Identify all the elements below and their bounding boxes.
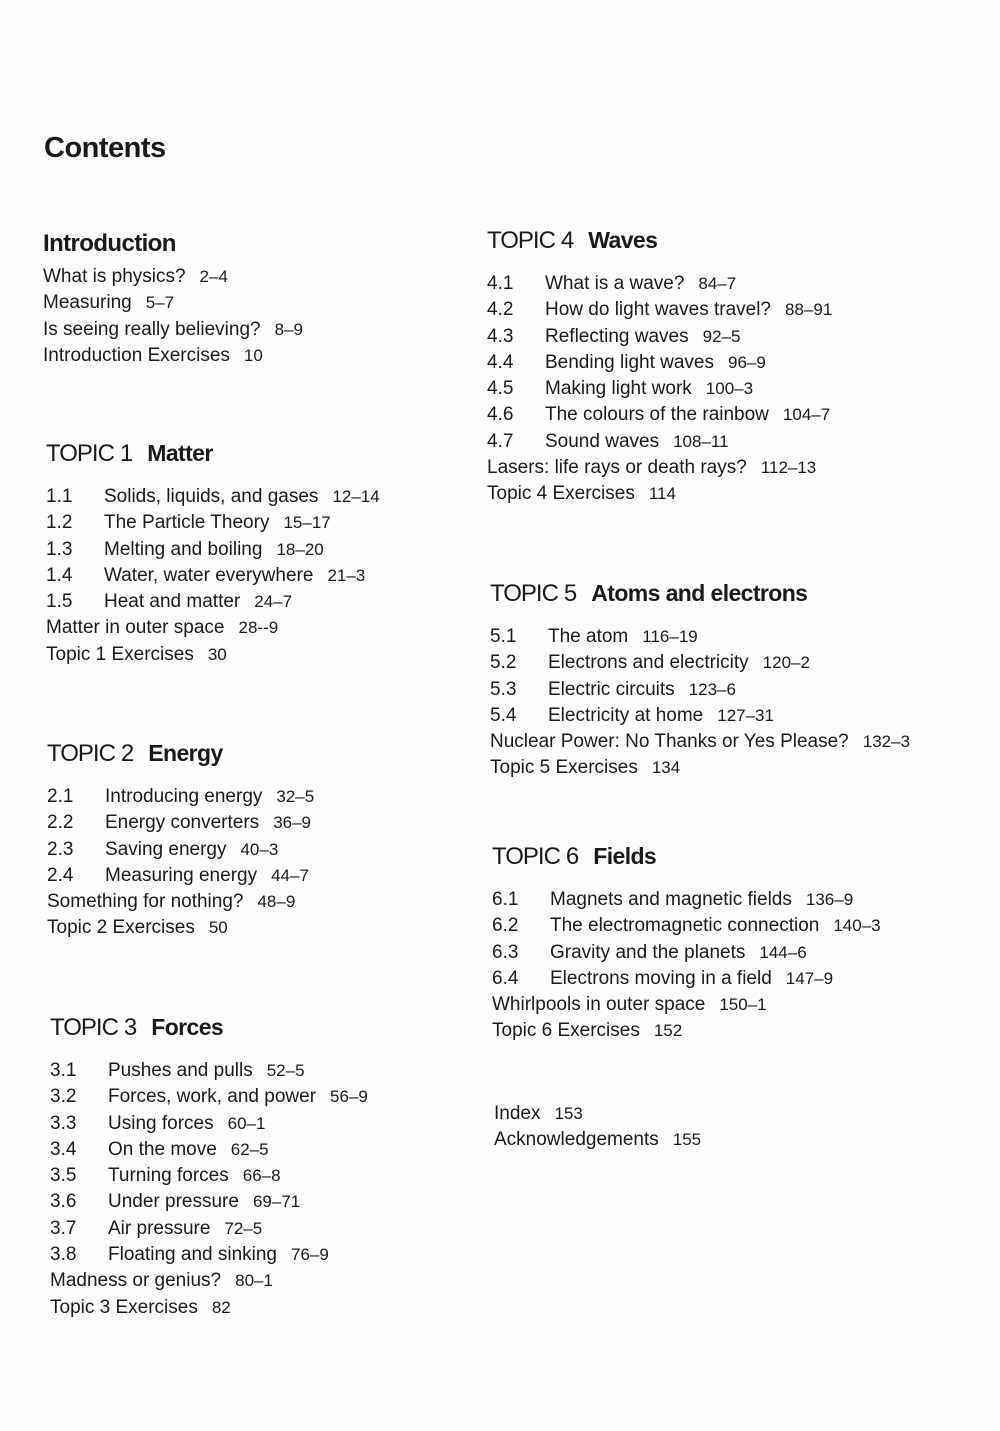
item-number: 4.1 bbox=[487, 273, 514, 294]
toc-entry[interactable] bbox=[43, 317, 303, 343]
toc-item[interactable] bbox=[487, 429, 832, 455]
entry-title: Whirlpools in outer space bbox=[492, 994, 706, 1016]
item-number: 3.4 bbox=[50, 1138, 77, 1160]
entry-title: Topic 6 Exercises bbox=[492, 1020, 640, 1042]
item-title: Melting and boiling bbox=[104, 538, 263, 560]
item-title: Making light work bbox=[545, 378, 692, 400]
item-title: Energy converters bbox=[105, 812, 260, 834]
item-number: 5.4 bbox=[490, 704, 517, 726]
entry-pages: 150–1 bbox=[719, 995, 767, 1015]
entry-list bbox=[46, 484, 380, 668]
toc-item[interactable] bbox=[46, 484, 380, 510]
toc-entry[interactable] bbox=[47, 915, 314, 941]
entry-list bbox=[50, 1058, 368, 1321]
toc-item[interactable] bbox=[492, 887, 881, 913]
toc-entry[interactable] bbox=[50, 1295, 368, 1321]
item-pages: 15–17 bbox=[283, 513, 331, 533]
toc-entry[interactable] bbox=[46, 642, 380, 668]
entry-title: Measuring bbox=[43, 292, 132, 314]
item-number: 3.5 bbox=[50, 1165, 77, 1187]
item-pages: 69–71 bbox=[252, 1192, 301, 1212]
topic-4-section bbox=[487, 227, 832, 508]
topic-header bbox=[47, 740, 314, 778]
topic-header bbox=[46, 440, 380, 478]
entry-pages: 153 bbox=[554, 1104, 583, 1123]
topic-label: TOPIC bbox=[50, 1014, 118, 1041]
toc-item[interactable] bbox=[490, 650, 910, 676]
toc-item[interactable] bbox=[50, 1137, 368, 1163]
item-title: What is a wave? bbox=[545, 273, 685, 294]
toc-entry[interactable] bbox=[492, 992, 881, 1018]
item-number: 5.3 bbox=[490, 678, 517, 700]
entry-title: Introduction Exercises bbox=[43, 344, 230, 366]
topic-number: 6 bbox=[565, 843, 580, 870]
topic-label: TOPIC bbox=[490, 580, 558, 607]
topic-header bbox=[50, 1014, 368, 1052]
item-title: Heat and matter bbox=[104, 591, 241, 613]
topic-number: 2 bbox=[120, 740, 135, 767]
item-pages: 62–5 bbox=[230, 1139, 269, 1159]
entry-list bbox=[490, 624, 910, 782]
topic-6-section bbox=[492, 843, 881, 1045]
item-pages: 44–7 bbox=[271, 865, 309, 885]
item-title: Electrons moving in a field bbox=[550, 967, 772, 989]
entry-title: Is seeing really believing? bbox=[43, 318, 261, 340]
item-pages: 60–1 bbox=[227, 1113, 266, 1133]
section-header bbox=[43, 230, 303, 268]
entry-title: Madness or genius? bbox=[50, 1270, 222, 1292]
entry-list bbox=[487, 271, 832, 508]
toc-item[interactable] bbox=[46, 510, 380, 536]
item-pages: 120–2 bbox=[762, 653, 810, 673]
toc-entry[interactable] bbox=[47, 889, 314, 915]
item-title: The Particle Theory bbox=[104, 512, 270, 534]
item-pages: 116–19 bbox=[642, 627, 698, 646]
item-title: Electrons and electricity bbox=[548, 652, 749, 674]
topic-3-section bbox=[50, 1014, 368, 1321]
toc-item[interactable] bbox=[492, 913, 881, 939]
entry-title: Matter in outer space bbox=[46, 617, 225, 639]
item-pages: 123–6 bbox=[688, 679, 736, 699]
item-title: Under pressure bbox=[108, 1191, 239, 1213]
entry-pages: 2–4 bbox=[199, 267, 228, 286]
entry-title: Index bbox=[494, 1103, 541, 1124]
item-number: 3.8 bbox=[50, 1244, 77, 1266]
item-title: Measuring energy bbox=[105, 864, 258, 886]
item-title: How do light waves travel? bbox=[545, 299, 771, 321]
topic-2-section bbox=[47, 740, 314, 942]
item-number: 3.7 bbox=[50, 1217, 77, 1239]
entry-list bbox=[47, 784, 314, 942]
item-pages: 136–9 bbox=[805, 890, 854, 909]
item-number: 6.2 bbox=[492, 915, 519, 937]
item-number: 2.4 bbox=[47, 864, 74, 886]
toc-entry[interactable] bbox=[487, 481, 832, 507]
item-title: Saving energy bbox=[105, 838, 227, 860]
item-number: 3.1 bbox=[50, 1060, 77, 1081]
toc-item[interactable] bbox=[487, 402, 832, 428]
item-pages: 92–5 bbox=[702, 326, 741, 346]
item-number: 1.3 bbox=[46, 538, 73, 560]
toc-entry[interactable] bbox=[43, 264, 303, 290]
topic-name: Matter bbox=[147, 440, 213, 466]
item-pages: 140–3 bbox=[833, 916, 881, 936]
item-title: The atom bbox=[548, 626, 629, 647]
item-pages: 127–31 bbox=[717, 705, 774, 725]
toc-item[interactable] bbox=[50, 1189, 368, 1215]
item-number: 2.3 bbox=[47, 838, 74, 860]
topic-header bbox=[487, 227, 832, 265]
entry-title: Topic 4 Exercises bbox=[487, 483, 635, 505]
item-title: Water, water everywhere bbox=[104, 564, 314, 586]
item-pages: 56–9 bbox=[330, 1087, 368, 1107]
toc-entry[interactable] bbox=[50, 1268, 368, 1294]
item-title: The electromagnetic connection bbox=[550, 915, 820, 937]
entry-pages: 10 bbox=[243, 345, 263, 365]
toc-item[interactable] bbox=[46, 589, 380, 615]
item-pages: 66–8 bbox=[242, 1166, 281, 1186]
item-title: The colours of the rainbow bbox=[545, 404, 769, 426]
topic-number: 1 bbox=[119, 440, 134, 467]
entry-pages: 114 bbox=[648, 484, 676, 504]
topic-name: Waves bbox=[588, 227, 658, 253]
introduction-section bbox=[43, 230, 303, 369]
toc-item[interactable] bbox=[487, 376, 832, 402]
toc-item[interactable] bbox=[50, 1111, 368, 1137]
item-number: 4.7 bbox=[487, 430, 514, 452]
item-number: 5.2 bbox=[490, 652, 517, 674]
entry-pages: 82 bbox=[211, 1297, 231, 1317]
item-pages: 52–5 bbox=[266, 1061, 305, 1080]
item-title: Forces, work, and power bbox=[108, 1086, 317, 1108]
item-pages: 36–9 bbox=[273, 813, 312, 833]
item-pages: 32–5 bbox=[276, 787, 315, 806]
topic-name: Fields bbox=[593, 843, 657, 869]
item-number: 1.5 bbox=[46, 591, 73, 613]
toc-entry[interactable] bbox=[43, 290, 303, 316]
item-number: 6.3 bbox=[492, 941, 519, 963]
toc-item[interactable] bbox=[490, 677, 910, 703]
back-matter bbox=[494, 1101, 701, 1154]
item-title: Floating and sinking bbox=[108, 1244, 277, 1266]
item-number: 4.6 bbox=[487, 404, 514, 426]
toc-item[interactable] bbox=[47, 810, 314, 836]
topic-header bbox=[490, 580, 910, 618]
item-title: On the move bbox=[108, 1138, 217, 1160]
entry-pages: 50 bbox=[208, 918, 228, 938]
topic-number: 5 bbox=[563, 580, 578, 607]
toc-item[interactable] bbox=[487, 324, 832, 350]
toc-entry[interactable] bbox=[43, 343, 303, 369]
toc-entry[interactable] bbox=[490, 755, 910, 781]
item-number: 1.2 bbox=[46, 512, 73, 534]
topic-label: TOPIC bbox=[487, 227, 555, 254]
item-number: 3.3 bbox=[50, 1112, 77, 1134]
entry-pages: 80–1 bbox=[235, 1271, 273, 1291]
item-pages: 108–11 bbox=[673, 431, 729, 451]
item-number: 4.3 bbox=[487, 325, 514, 347]
item-title: Turning forces bbox=[108, 1165, 229, 1187]
item-title: Electric circuits bbox=[548, 678, 675, 700]
toc-item[interactable] bbox=[490, 624, 910, 650]
entry-title: Something for nothing? bbox=[47, 891, 244, 913]
entry-title: Topic 2 Exercises bbox=[47, 917, 195, 939]
toc-entry[interactable] bbox=[46, 615, 380, 641]
item-pages: 18–20 bbox=[276, 539, 324, 559]
item-number: 4.4 bbox=[487, 351, 514, 373]
topic-name: Forces bbox=[151, 1014, 224, 1040]
toc-item[interactable] bbox=[47, 784, 314, 810]
item-pages: 72–5 bbox=[224, 1218, 263, 1238]
entry-pages: 112–13 bbox=[760, 458, 817, 478]
toc-item[interactable] bbox=[50, 1216, 368, 1242]
topic-label: TOPIC bbox=[492, 843, 560, 870]
item-title: Magnets and magnetic fields bbox=[550, 889, 792, 910]
page-title: Contents bbox=[44, 132, 166, 164]
item-number: 4.5 bbox=[487, 378, 514, 400]
item-title: Reflecting waves bbox=[545, 325, 689, 347]
item-title: Solids, liquids, and gases bbox=[104, 486, 319, 507]
item-pages: 88–91 bbox=[785, 300, 833, 320]
toc-item[interactable] bbox=[47, 837, 314, 863]
entry-pages: 5–7 bbox=[145, 293, 175, 313]
item-number: 2.2 bbox=[47, 812, 74, 834]
toc-item[interactable] bbox=[46, 563, 380, 589]
toc-item[interactable] bbox=[50, 1058, 368, 1084]
toc-item[interactable] bbox=[487, 271, 832, 297]
section-title: Introduction bbox=[43, 230, 176, 257]
toc-item[interactable] bbox=[490, 703, 910, 729]
topic-name: Energy bbox=[148, 740, 223, 766]
toc-item[interactable] bbox=[47, 863, 314, 889]
entry-pages: 28--9 bbox=[238, 618, 279, 638]
item-title: Sound waves bbox=[545, 430, 660, 452]
toc-item[interactable] bbox=[50, 1242, 368, 1268]
item-title: Using forces bbox=[108, 1112, 214, 1134]
toc-item[interactable] bbox=[492, 940, 881, 966]
entry-title: Topic 1 Exercises bbox=[46, 643, 194, 665]
topic-number: 4 bbox=[560, 227, 575, 254]
item-number: 6.1 bbox=[492, 889, 519, 910]
item-pages: 84–7 bbox=[698, 274, 737, 293]
item-number: 5.1 bbox=[490, 626, 517, 647]
item-pages: 144–6 bbox=[759, 942, 807, 962]
entry-title: Acknowledgements bbox=[494, 1129, 659, 1151]
topic-name: Atoms and electrons bbox=[591, 580, 808, 606]
item-number: 1.4 bbox=[46, 564, 73, 586]
toc-entry-acknowledgements[interactable] bbox=[494, 1127, 701, 1153]
item-pages: 24–7 bbox=[254, 592, 293, 612]
item-title: Bending light waves bbox=[545, 351, 714, 373]
toc-entry[interactable] bbox=[492, 1018, 881, 1044]
entry-list bbox=[43, 264, 303, 369]
toc-item[interactable] bbox=[487, 350, 832, 376]
item-pages: 76–9 bbox=[291, 1245, 329, 1265]
item-title: Introducing energy bbox=[105, 786, 263, 807]
item-pages: 40–3 bbox=[240, 839, 279, 859]
toc-entry[interactable] bbox=[487, 455, 832, 481]
item-number: 4.2 bbox=[487, 299, 514, 321]
item-title: Electricity at home bbox=[548, 704, 704, 726]
topic-number: 3 bbox=[123, 1014, 138, 1041]
entry-list bbox=[492, 887, 881, 1045]
toc-item[interactable] bbox=[50, 1163, 368, 1189]
topic-label: TOPIC bbox=[47, 740, 115, 767]
toc-item[interactable] bbox=[46, 537, 380, 563]
toc-item[interactable] bbox=[50, 1084, 368, 1110]
entry-pages: 132–3 bbox=[862, 732, 911, 752]
toc-item[interactable] bbox=[487, 297, 832, 323]
item-pages: 104–7 bbox=[782, 405, 831, 425]
item-number: 1.1 bbox=[46, 486, 73, 507]
item-number: 3.2 bbox=[50, 1086, 77, 1108]
item-number: 2.1 bbox=[47, 786, 74, 807]
entry-title: What is physics? bbox=[43, 266, 186, 287]
topic-1-section bbox=[46, 440, 380, 668]
item-pages: 21–3 bbox=[327, 565, 366, 585]
item-number: 6.4 bbox=[492, 967, 519, 989]
topic-label: TOPIC bbox=[46, 440, 114, 467]
entry-pages: 8–9 bbox=[274, 319, 303, 339]
entry-pages: 30 bbox=[207, 644, 227, 664]
topic-5-section bbox=[490, 580, 910, 782]
item-pages: 96–9 bbox=[728, 352, 766, 372]
entry-pages: 155 bbox=[672, 1130, 702, 1150]
item-pages: 100–3 bbox=[705, 379, 754, 399]
entry-pages: 134 bbox=[651, 758, 681, 778]
toc-entry[interactable] bbox=[490, 729, 910, 755]
entry-title: Topic 3 Exercises bbox=[50, 1296, 198, 1318]
toc-item[interactable] bbox=[492, 966, 881, 992]
item-title: Air pressure bbox=[108, 1217, 211, 1239]
item-title: Gravity and the planets bbox=[550, 941, 746, 963]
item-number: 3.6 bbox=[50, 1191, 77, 1213]
item-title: Pushes and pulls bbox=[108, 1060, 253, 1081]
item-pages: 12–14 bbox=[332, 487, 380, 506]
entry-title: Lasers: life rays or death rays? bbox=[487, 457, 747, 479]
entry-pages: 48–9 bbox=[257, 892, 296, 912]
entry-pages: 152 bbox=[653, 1021, 683, 1041]
entry-title: Nuclear Power: No Thanks or Yes Please? bbox=[490, 731, 849, 753]
entry-title: Topic 5 Exercises bbox=[490, 757, 638, 779]
topic-header bbox=[492, 843, 881, 881]
toc-entry-index[interactable] bbox=[494, 1101, 701, 1127]
item-pages: 147–9 bbox=[785, 968, 834, 988]
